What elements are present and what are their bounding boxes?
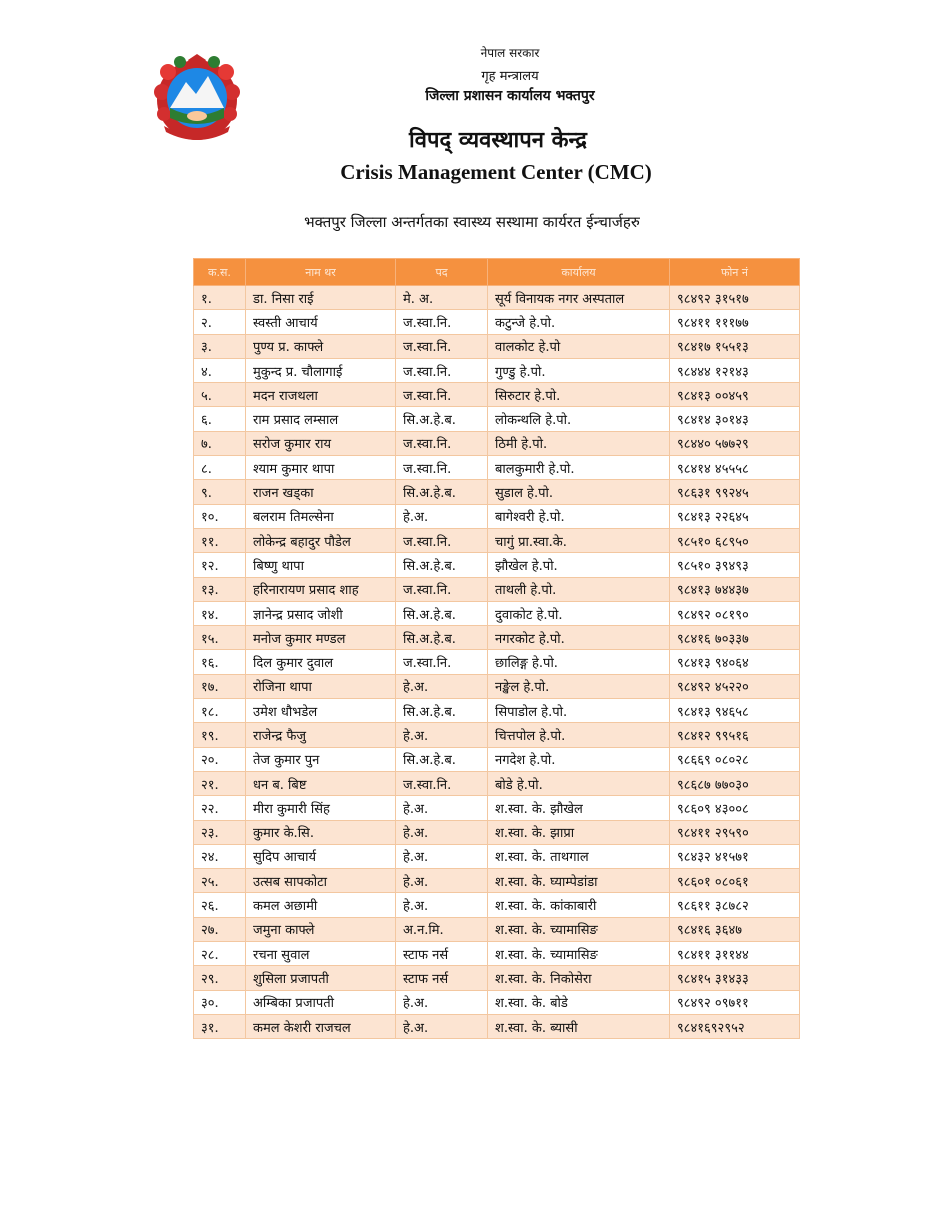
serial-cell: २१.: [194, 771, 246, 795]
name-cell: कुमार के.सि.: [246, 820, 396, 844]
name-cell: स्वस्ती आचार्य: [246, 310, 396, 334]
name-cell: रचना सुवाल: [246, 942, 396, 966]
office-cell: लोकन्थलि हे.पो.: [488, 407, 670, 431]
table-row: [194, 577, 800, 601]
office-cell: सिरुटार हे.पो.: [488, 383, 670, 407]
table-row: [194, 796, 800, 820]
column-header-phone: फोन नं: [670, 259, 800, 286]
phone-cell: ९८४१३ ९४६५८: [670, 699, 800, 723]
name-cell: राजन खड्का: [246, 480, 396, 504]
name-cell: बिष्णु थापा: [246, 553, 396, 577]
name-cell: राजेन्द्र फैजु: [246, 723, 396, 747]
phone-cell: ९८४१३ २२६४५: [670, 504, 800, 528]
column-header-office: कार्यालय: [488, 259, 670, 286]
office-cell: श.स्वा. के. निकोसेरा: [488, 966, 670, 990]
office-cell: बोडे हे.पो.: [488, 771, 670, 795]
post-cell: हे.अ.: [396, 820, 488, 844]
table-row: [194, 820, 800, 844]
table-row: [194, 942, 800, 966]
post-cell: हे.अ.: [396, 674, 488, 698]
name-cell: राम प्रसाद लम्साल: [246, 407, 396, 431]
office-cell: नगदेश हे.पो.: [488, 747, 670, 771]
phone-cell: ९८४११ २९५९०: [670, 820, 800, 844]
table-row: [194, 650, 800, 674]
table-row: [194, 966, 800, 990]
center-title-english: Crisis Management Center (CMC): [340, 160, 652, 184]
phone-cell: ९८६३१ ९९२४५: [670, 480, 800, 504]
post-cell: स्टाफ नर्स: [396, 966, 488, 990]
post-cell: सि.अ.हे.ब.: [396, 601, 488, 625]
office-cell: श.स्वा. के. घ्याम्पेडांडा: [488, 869, 670, 893]
office-cell: श.स्वा. के. ब्यासी: [488, 1014, 670, 1038]
phone-cell: ९८४१६ ३६४७: [670, 917, 800, 941]
serial-cell: २२.: [194, 796, 246, 820]
post-cell: ज.स्वा.नि.: [396, 310, 488, 334]
phone-cell: ९८४४० ५७७२९: [670, 431, 800, 455]
office-cell: छालिङ्ग हे.पो.: [488, 650, 670, 674]
office-cell: श.स्वा. के. बोडे: [488, 990, 670, 1014]
table-header-row: [194, 259, 800, 286]
phone-cell: ९८४३२ ४१५७१: [670, 844, 800, 868]
office-cell: चित्तपोल हे.पो.: [488, 723, 670, 747]
office-cell: बालकुमारी हे.पो.: [488, 456, 670, 480]
name-cell: मुकुन्द प्र. चौलागाई: [246, 358, 396, 382]
phone-cell: ९८४१३ ००४५९: [670, 383, 800, 407]
serial-cell: २७.: [194, 917, 246, 941]
name-cell: अम्बिका प्रजापती: [246, 990, 396, 1014]
table-row: [194, 1014, 800, 1038]
table-row: [194, 626, 800, 650]
office-cell: श.स्वा. के. च्यामासिङ: [488, 917, 670, 941]
phone-cell: ९८५१० ६८९५०: [670, 528, 800, 552]
table-row: [194, 723, 800, 747]
name-cell: दिल कुमार दुवाल: [246, 650, 396, 674]
table-row: [194, 869, 800, 893]
post-cell: ज.स्वा.नि.: [396, 456, 488, 480]
phone-cell: ९८४१४ ४५५५८: [670, 456, 800, 480]
phone-cell: ९८६०९ ४३००८: [670, 796, 800, 820]
office-cell: श.स्वा. के. कांकाबारी: [488, 893, 670, 917]
post-cell: हे.अ.: [396, 796, 488, 820]
table-row: [194, 771, 800, 795]
office-cell: नङ्खेल हे.पो.: [488, 674, 670, 698]
post-cell: ज.स्वा.नि.: [396, 334, 488, 358]
serial-cell: १४.: [194, 601, 246, 625]
phone-cell: ९८४९२ ०८१९०: [670, 601, 800, 625]
serial-cell: १७.: [194, 674, 246, 698]
post-cell: मे. अ.: [396, 286, 488, 310]
post-cell: हे.अ.: [396, 723, 488, 747]
phone-cell: ९८४१६९२९५२: [670, 1014, 800, 1038]
column-header-post: पद: [396, 259, 488, 286]
post-cell: सि.अ.हे.ब.: [396, 626, 488, 650]
name-cell: लोकेन्द्र बहादुर पौडेल: [246, 528, 396, 552]
name-cell: श्याम कुमार थापा: [246, 456, 396, 480]
phone-cell: ९८४११ ३११४४: [670, 942, 800, 966]
post-cell: हे.अ.: [396, 893, 488, 917]
table-row: [194, 844, 800, 868]
office-cell: नगरकोट हे.पो.: [488, 626, 670, 650]
serial-cell: १५.: [194, 626, 246, 650]
office-cell: श.स्वा. के. ताथगाल: [488, 844, 670, 868]
table-row: [194, 990, 800, 1014]
table-row: [194, 699, 800, 723]
name-cell: डा. निसा राई: [246, 286, 396, 310]
name-cell: कमल केशरी राजचल: [246, 1014, 396, 1038]
post-cell: ज.स्वा.नि.: [396, 358, 488, 382]
post-cell: हे.अ.: [396, 869, 488, 893]
office-cell: ठिमी हे.पो.: [488, 431, 670, 455]
office-cell: दुवाकोट हे.पो.: [488, 601, 670, 625]
serial-cell: ३.: [194, 334, 246, 358]
table-row: [194, 553, 800, 577]
serial-cell: २८.: [194, 942, 246, 966]
phone-cell: ९८४१४ ३०१४३: [670, 407, 800, 431]
serial-cell: ३०.: [194, 990, 246, 1014]
post-cell: अ.न.मि.: [396, 917, 488, 941]
document-subtitle: भक्तपुर जिल्ला अन्तर्गतका स्वास्थ्य सस्थामा कार्यरत ईन्चार्जहरु: [304, 213, 640, 231]
post-cell: ज.स्वा.नि.: [396, 383, 488, 407]
serial-cell: २६.: [194, 893, 246, 917]
serial-cell: २०.: [194, 747, 246, 771]
serial-cell: ४.: [194, 358, 246, 382]
office-cell: बागेश्वरी हे.पो.: [488, 504, 670, 528]
post-cell: हे.अ.: [396, 504, 488, 528]
name-cell: तेज कुमार पुन: [246, 747, 396, 771]
phone-cell: ९८४१२ ९९५१६: [670, 723, 800, 747]
post-cell: ज.स्वा.नि.: [396, 771, 488, 795]
table-row: [194, 480, 800, 504]
column-header-serial: क.स.: [194, 259, 246, 286]
table-row: [194, 383, 800, 407]
phone-cell: ९८४१६ ७०३३७: [670, 626, 800, 650]
phone-cell: ९८४१७ १५५१३: [670, 334, 800, 358]
name-cell: मनोज कुमार मण्डल: [246, 626, 396, 650]
serial-cell: ६.: [194, 407, 246, 431]
name-cell: सरोज कुमार राय: [246, 431, 396, 455]
phone-cell: ९८४१३ ९४०६४: [670, 650, 800, 674]
table-body: [194, 286, 800, 1039]
post-cell: ज.स्वा.नि.: [396, 650, 488, 674]
table-row: [194, 407, 800, 431]
office-cell: झौखेल हे.पो.: [488, 553, 670, 577]
serial-cell: ८.: [194, 456, 246, 480]
center-title-nepali: विपद् व्यवस्थापन केन्द्र: [409, 127, 587, 153]
serial-cell: २५.: [194, 869, 246, 893]
phone-cell: ९८४९२ ३१५१७: [670, 286, 800, 310]
table-row: [194, 528, 800, 552]
name-cell: सुदिप आचार्य: [246, 844, 396, 868]
phone-cell: ९८४९२ ०९७११: [670, 990, 800, 1014]
table-row: [194, 747, 800, 771]
name-cell: पुण्य प्र. काफ्ले: [246, 334, 396, 358]
serial-cell: १०.: [194, 504, 246, 528]
serial-cell: १३.: [194, 577, 246, 601]
post-cell: सि.अ.हे.ब.: [396, 480, 488, 504]
name-cell: उत्सब सापकोटा: [246, 869, 396, 893]
office-cell: श.स्वा. के. च्यामासिङ: [488, 942, 670, 966]
name-cell: मदन राजथला: [246, 383, 396, 407]
name-cell: रोजिना थापा: [246, 674, 396, 698]
serial-cell: २३.: [194, 820, 246, 844]
post-cell: सि.अ.हे.ब.: [396, 553, 488, 577]
serial-cell: १.: [194, 286, 246, 310]
table-row: [194, 601, 800, 625]
office-cell: सुडाल हे.पो.: [488, 480, 670, 504]
post-cell: ज.स्वा.नि.: [396, 528, 488, 552]
serial-cell: १८.: [194, 699, 246, 723]
table-row: [194, 431, 800, 455]
table-row: [194, 334, 800, 358]
phone-cell: ९८४९२ ४५२२०: [670, 674, 800, 698]
office-cell: ताथली हे.पो.: [488, 577, 670, 601]
serial-cell: १२.: [194, 553, 246, 577]
office-cell: चागुं प्रा.स्वा.के.: [488, 528, 670, 552]
serial-cell: ३१.: [194, 1014, 246, 1038]
post-cell: हे.अ.: [396, 844, 488, 868]
emblem-handshake: [187, 111, 207, 121]
post-cell: हे.अ.: [396, 1014, 488, 1038]
name-cell: हरिनारायण प्रसाद शाह: [246, 577, 396, 601]
name-cell: कमल अछामी: [246, 893, 396, 917]
serial-cell: ७.: [194, 431, 246, 455]
table-row: [194, 286, 800, 310]
phone-cell: ९८४११ १११७७: [670, 310, 800, 334]
phone-cell: ९८४४४ १२१४३: [670, 358, 800, 382]
office-cell: श.स्वा. के. झाप्रा: [488, 820, 670, 844]
ministry-name: गृह मन्त्रालय: [481, 69, 539, 84]
post-cell: सि.अ.हे.ब.: [396, 407, 488, 431]
serial-cell: २४.: [194, 844, 246, 868]
table-row: [194, 674, 800, 698]
table-row: [194, 456, 800, 480]
name-cell: ज्ञानेन्द्र प्रसाद जोशी: [246, 601, 396, 625]
in-charge-table: [193, 258, 800, 1039]
name-cell: मीरा कुमारी सिंह: [246, 796, 396, 820]
serial-cell: ११.: [194, 528, 246, 552]
table-row: [194, 893, 800, 917]
office-cell: गुण्डु हे.पो.: [488, 358, 670, 382]
table-row: [194, 504, 800, 528]
name-cell: धन ब. बिष्ट: [246, 771, 396, 795]
post-cell: ज.स्वा.नि.: [396, 431, 488, 455]
serial-cell: १९.: [194, 723, 246, 747]
name-cell: जमुना काफ्ले: [246, 917, 396, 941]
serial-cell: ५.: [194, 383, 246, 407]
column-header-name: नाम थर: [246, 259, 396, 286]
office-name: जिल्ला प्रशासन कार्यालय भक्तपुर: [425, 88, 595, 104]
phone-cell: ९८४१५ ३१४३३: [670, 966, 800, 990]
post-cell: स्टाफ नर्स: [396, 942, 488, 966]
phone-cell: ९८६६९ ०८०२८: [670, 747, 800, 771]
office-cell: कटुन्जे हे.पो.: [488, 310, 670, 334]
post-cell: सि.अ.हे.ब.: [396, 747, 488, 771]
phone-cell: ९८५१० ३९४९३: [670, 553, 800, 577]
post-cell: हे.अ.: [396, 990, 488, 1014]
table-row: [194, 917, 800, 941]
phone-cell: ९८६०१ ०८०६१: [670, 869, 800, 893]
serial-cell: २.: [194, 310, 246, 334]
table-row: [194, 358, 800, 382]
phone-cell: ९८४१३ ७४४३७: [670, 577, 800, 601]
name-cell: उमेश धौभडेल: [246, 699, 396, 723]
serial-cell: १६.: [194, 650, 246, 674]
post-cell: ज.स्वा.नि.: [396, 577, 488, 601]
post-cell: सि.अ.हे.ब.: [396, 699, 488, 723]
office-cell: श.स्वा. के. झौखेल: [488, 796, 670, 820]
name-cell: बलराम तिमल्सेना: [246, 504, 396, 528]
office-cell: वालकोट हे.पो: [488, 334, 670, 358]
table-row: [194, 310, 800, 334]
serial-cell: २९.: [194, 966, 246, 990]
name-cell: शुसिला प्रजापती: [246, 966, 396, 990]
phone-cell: ९८६८७ ७७०३०: [670, 771, 800, 795]
government-name: नेपाल सरकार: [480, 46, 540, 60]
office-cell: सिपाडोल हे.पो.: [488, 699, 670, 723]
office-cell: सूर्य विनायक नगर अस्पताल: [488, 286, 670, 310]
serial-cell: ९.: [194, 480, 246, 504]
phone-cell: ९८६११ ३८७८२: [670, 893, 800, 917]
